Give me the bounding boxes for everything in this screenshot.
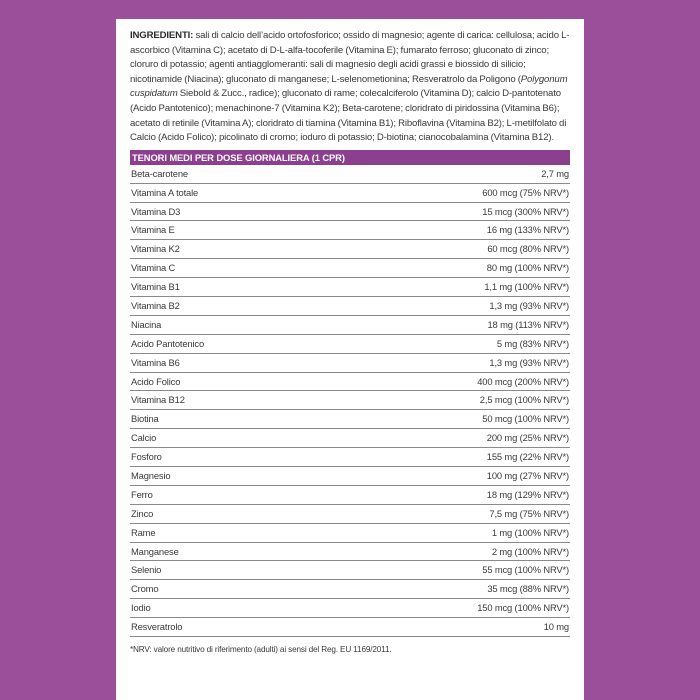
ingredients-paragraph (130, 29, 570, 146)
nutrient-name: Ferro (131, 488, 153, 500)
nutrient-name: Acido Folico (131, 375, 181, 387)
table-row (130, 410, 570, 429)
nutrient-name: Magnesio (131, 470, 171, 481)
label-content (130, 29, 570, 654)
nutrient-value: 200 mg (25% NRV*) (486, 432, 569, 444)
table-row (130, 297, 570, 316)
nutrient-name: Biotina (131, 413, 159, 425)
table-row (130, 165, 570, 184)
nutrient-value: 5 mg (83% NRV*) (496, 337, 569, 349)
nutrition-table-header: TENORI MEDI PER DOSE GIORNALIERA (1 CPR) (130, 150, 570, 165)
table-row (130, 561, 570, 580)
table-row (130, 184, 570, 203)
nutrient-value: 155 mg (22% NRV*) (486, 451, 569, 463)
nutrient-value: 15 mcg (300% NRV*) (482, 205, 569, 217)
nutrient-value: 7,5 mg (75% NRV*) (489, 507, 569, 519)
table-row (130, 203, 570, 222)
nutrient-name: Vitamina K2 (131, 243, 180, 255)
table-row (130, 354, 570, 373)
nutrient-name: Zinco (131, 507, 154, 519)
nutrient-name: Vitamina B6 (131, 356, 180, 368)
nutrient-name: Manganese (131, 545, 179, 557)
nutrient-value: 600 mcg (75% NRV*) (482, 186, 569, 198)
nutrient-name: Vitamina A totale (131, 186, 199, 198)
table-row (130, 486, 570, 505)
nrv-footnote: *NRV: valore nutritivo di riferimento (adulti) ai sensi del Reg. EU 1169/2011. (130, 645, 392, 655)
nutrient-value: 10 mg (543, 621, 569, 633)
table-row (130, 580, 570, 599)
nutrient-value: 18 mg (113% NRV*) (487, 318, 569, 330)
nutrient-name: Vitamina C (131, 262, 176, 274)
nutrient-name: Selenio (131, 564, 162, 576)
table-row (130, 316, 570, 335)
label-panel (116, 19, 584, 700)
ingredients-text: sali di calcio dell’acido ortofosforico; ossido di magnesio; agente di carica: cellulosa; acido L-ascorbico (Vitamina C); acetato di D-L-alfa-tocoferile (Vitamina E); fumarato ferroso; gluconato di zinco; cloruro di potassio; agenti antiagglomeranti: sali di magnesio degli acidi grassi e biossido di silicio; nicotinamide (Niacina); gluconato di manganese; L-selenometionina; Resveratrolo da Poligono ( (130, 30, 570, 85)
nutrient-value: 16 mg (133% NRV*) (486, 224, 569, 236)
nutrient-name: Beta-carotene (131, 167, 188, 179)
nutrient-value: 400 mcg (200% NRV*) (477, 375, 569, 387)
nutrient-name: Calcio (131, 432, 157, 444)
nutrient-name: Vitamina B2 (131, 299, 180, 311)
table-row (130, 505, 570, 524)
nutrient-value: 35 mcg (88% NRV*) (487, 583, 569, 595)
nutrient-name: Rame (131, 526, 156, 538)
nutrient-value: 1,3 mg (93% NRV*) (489, 299, 569, 311)
ingredients-text-continued: Siebold & Zucc., radice); gluconato di rame; colecalciferolo (Vitamina D); calcio D-pantotenato (Acido Pantotenico); menachinone-7 (Vitamina K2); Beta-carotene; cloridrato di piridossina (Vitamina B6); acetato di retinile (Vitamina A); cloridrato di tiamina (Vitamina B1); Riboflavina (Vitamina B2); L-metilfolato di Calcio (Acido Folico); picolinato di cromo; ioduro di potassio; D-biotina; cianocobalamina (Vitamina B12). (130, 88, 567, 144)
ingredients-italic-species: Polygonum cuspidatum (130, 73, 568, 100)
nutrient-value: 55 mcg (100% NRV*) (482, 564, 569, 576)
nutrient-name: Fosforo (131, 451, 162, 463)
nutrient-name: Cromo (131, 583, 159, 595)
table-row (130, 599, 570, 618)
table-row (130, 221, 570, 240)
table-row (130, 543, 570, 562)
table-row (130, 448, 570, 467)
table-row (130, 391, 570, 410)
nutrient-name: Vitamina D3 (131, 205, 181, 217)
table-row (130, 335, 570, 354)
table-row (130, 429, 570, 448)
table-row (130, 373, 570, 392)
nutrient-value: 80 mg (100% NRV*) (486, 262, 569, 274)
nutrient-value: 18 mg (129% NRV*) (486, 488, 569, 500)
nutrient-value: 2,7 mg (541, 167, 569, 179)
nutrient-name: Vitamina E (131, 224, 175, 236)
nutrient-value: 2 mg (100% NRV*) (491, 545, 569, 557)
nutrient-value: 50 mcg (100% NRV*) (482, 413, 569, 425)
nutrient-name: Iodio (131, 602, 151, 614)
nutrient-value: 2,5 mcg (100% NRV*) (479, 394, 569, 406)
table-row (130, 259, 570, 278)
table-row (130, 618, 570, 637)
ingredients-title: INGREDIENTI: (130, 30, 194, 41)
nutrient-value: 1,1 mg (100% NRV*) (484, 281, 569, 293)
nutrient-name: Niacina (131, 318, 162, 330)
nutrient-value: 150 mcg (100% NRV*) (477, 602, 569, 614)
nutrient-name: Acido Pantotenico (131, 337, 205, 349)
table-row (130, 467, 570, 486)
nutrient-name: Resveratrolo (131, 621, 183, 633)
table-row (130, 240, 570, 259)
nutrient-value: 100 mg (27% NRV*) (486, 470, 569, 481)
nutrient-value: 1 mg (100% NRV*) (491, 526, 569, 538)
nutrient-name: Vitamina B1 (131, 281, 180, 293)
nutrition-table (130, 165, 570, 637)
nutrient-name: Vitamina B12 (131, 394, 185, 406)
table-row (130, 278, 570, 297)
nutrient-value: 60 mcg (80% NRV*) (487, 243, 569, 255)
nutrient-value: 1,3 mg (93% NRV*) (489, 356, 569, 368)
table-row (130, 524, 570, 543)
